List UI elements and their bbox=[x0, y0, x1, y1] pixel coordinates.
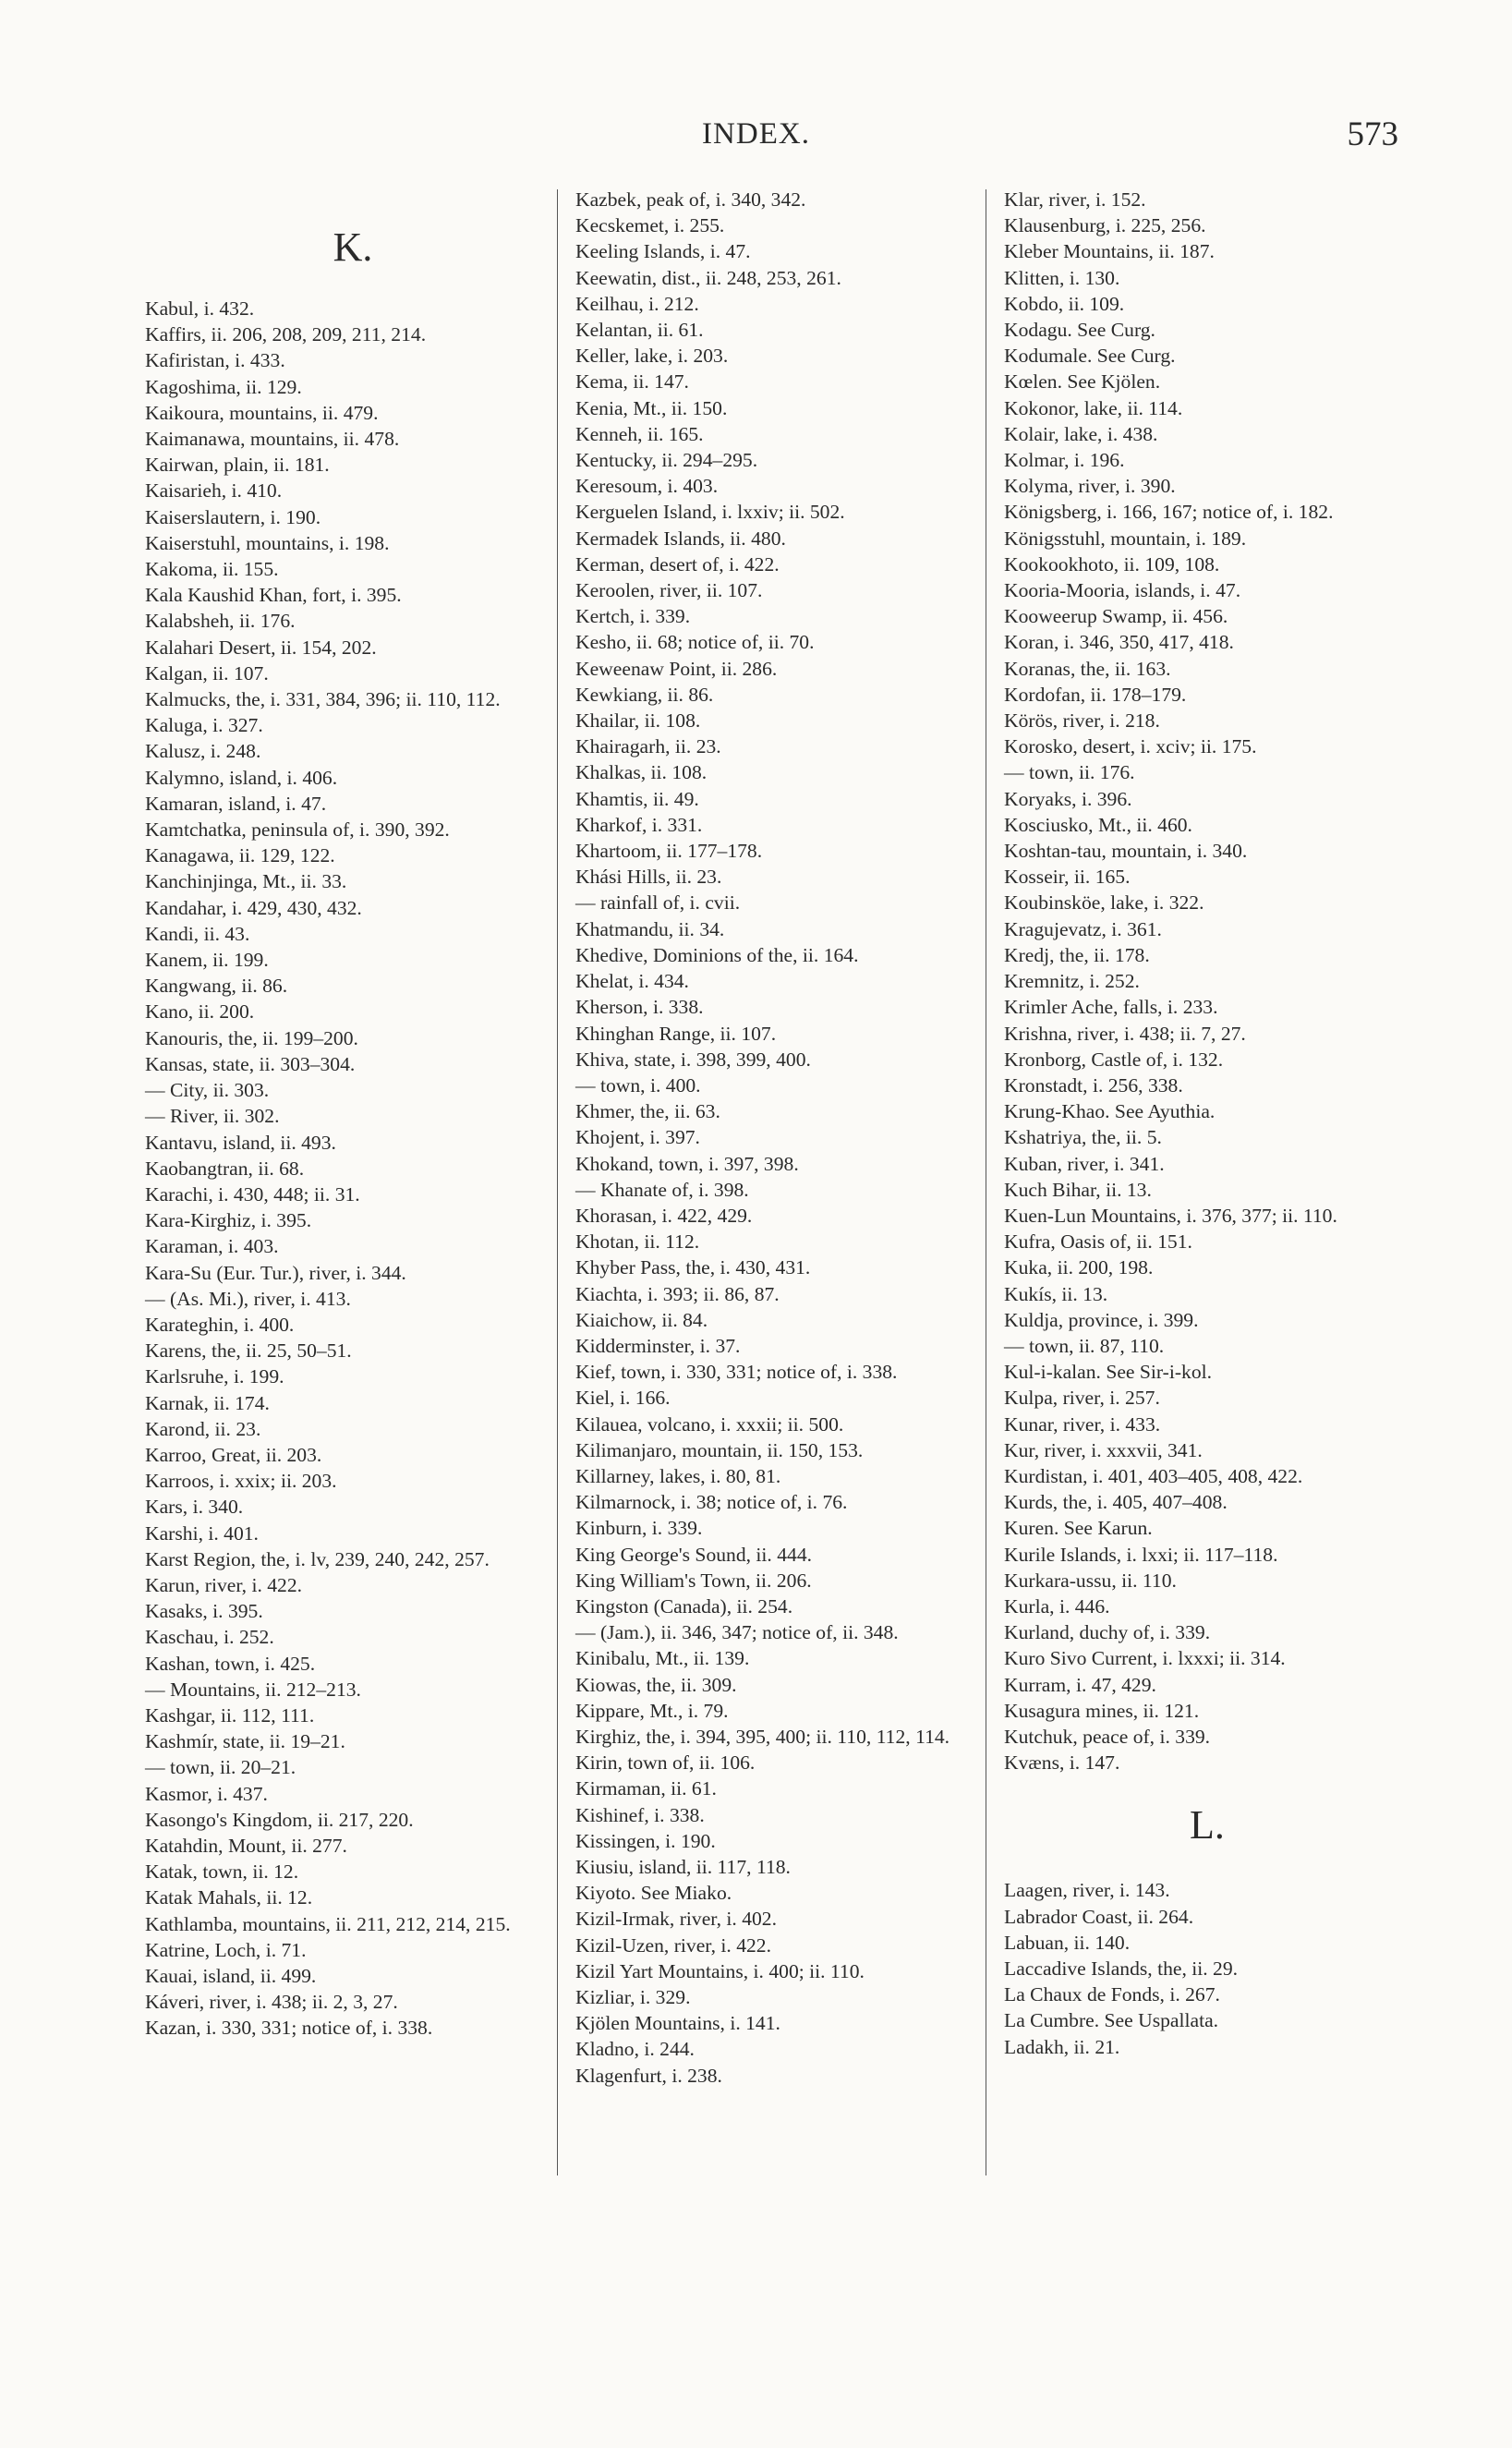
index-entry: Kookookhoto, ii. 109, 108. bbox=[1004, 552, 1220, 576]
index-entry: Kalusz, i. 248. bbox=[145, 740, 261, 763]
index-entry: Karlsruhe, i. 199. bbox=[145, 1365, 284, 1388]
index-entry: Kœlen. See Kjölen. bbox=[1004, 370, 1161, 394]
index-entry: Kremnitz, i. 252. bbox=[1004, 970, 1140, 993]
index-entry: Kul-i-kalan. See Sir-i-kol. bbox=[1004, 1361, 1213, 1384]
index-entry: Körös, river, i. 218. bbox=[1004, 709, 1160, 733]
index-entry: Kaiserstuhl, mountains, i. 198. bbox=[145, 531, 390, 554]
index-entry: Karond, ii. 23. bbox=[145, 1417, 261, 1440]
index-entry: Kief, town, i. 330, 331; notice of, i. 338. bbox=[575, 1361, 898, 1384]
index-entry: Kenia, Mt., ii. 150. bbox=[575, 396, 728, 419]
index-entry: Kobdo, ii. 109. bbox=[1004, 292, 1125, 315]
index-entry: Kafiristan, i. 433. bbox=[145, 349, 285, 372]
index-entry: Kingston (Canada), ii. 254. bbox=[575, 1594, 793, 1618]
index-entry: Khmer, the, ii. 63. bbox=[575, 1100, 720, 1123]
index-entry: Karshi, i. 401. bbox=[145, 1521, 259, 1545]
index-entry: Keweenaw Point, ii. 286. bbox=[575, 657, 778, 680]
index-entry: Kano, ii. 200. bbox=[145, 1000, 255, 1024]
index-entry: Kinibalu, Mt., ii. 139. bbox=[575, 1647, 750, 1670]
index-entry: Kenneh, ii. 165. bbox=[575, 422, 704, 445]
index-entry: Kulpa, river, i. 257. bbox=[1004, 1387, 1160, 1410]
index-entry: Kaikoura, mountains, ii. 479. bbox=[145, 401, 379, 424]
index-entry: Kiaichow, ii. 84. bbox=[575, 1308, 708, 1331]
index-entry: Kabul, i. 432. bbox=[145, 297, 255, 320]
index-entry: Khorasan, i. 422, 429. bbox=[575, 1204, 753, 1227]
index-entry: Kaschau, i. 252. bbox=[145, 1626, 274, 1649]
index-entry: Klagenfurt, i. 238. bbox=[575, 2064, 722, 2087]
index-entry: Kuen-Lun Mountains, i. 376, 377; ii. 110. bbox=[1004, 1204, 1337, 1227]
index-entry: Kokonor, lake, ii. 114. bbox=[1004, 396, 1183, 419]
index-entry: Khailar, ii. 108. bbox=[575, 709, 701, 733]
index-entry: Krimler Ache, falls, i. 233. bbox=[1004, 996, 1218, 1019]
index-entry: Kaimanawa, mountains, ii. 478. bbox=[145, 428, 400, 451]
index-entry: Katak, town, ii. 12. bbox=[145, 1860, 299, 1884]
index-entry: Kalmucks, the, i. 331, 384, 396; ii. 110, 112. bbox=[145, 688, 501, 711]
index-entry: Kertch, i. 339. bbox=[575, 605, 691, 628]
index-entry: Kizil Yart Mountains, i. 400; ii. 110. bbox=[575, 1959, 865, 1982]
index-entry: Kaffirs, ii. 206, 208, 209, 211, 214. bbox=[145, 323, 427, 346]
index-entry: Kosciusko, Mt., ii. 460. bbox=[1004, 813, 1192, 836]
index-entry: Kizil-Uzen, river, i. 422. bbox=[575, 1933, 772, 1957]
index-entry: Kurram, i. 47, 429. bbox=[1004, 1673, 1156, 1696]
index-entry: Koranas, the, ii. 163. bbox=[1004, 657, 1171, 680]
index-entry: — River, ii. 302. bbox=[145, 1105, 280, 1128]
index-entry: — City, ii. 303. bbox=[145, 1079, 270, 1102]
index-entry: Khojent, i. 397. bbox=[575, 1126, 700, 1149]
index-entry: Kecskemet, i. 255. bbox=[575, 214, 725, 237]
index-entry: Kuren. See Karun. bbox=[1004, 1517, 1153, 1540]
index-entry: Kurile Islands, i. lxxi; ii. 117–118. bbox=[1004, 1543, 1278, 1566]
index-entry: Kasaks, i. 395. bbox=[145, 1600, 263, 1623]
index-entry: Keresoum, i. 403. bbox=[575, 475, 719, 498]
index-entry: Königsstuhl, mountain, i. 189. bbox=[1004, 527, 1247, 550]
index-entry: Kurland, duchy of, i. 339. bbox=[1004, 1621, 1211, 1644]
index-entry: Kleber Mountains, ii. 187. bbox=[1004, 240, 1215, 263]
index-entry: Kasmor, i. 437. bbox=[145, 1782, 268, 1805]
index-entry: Kiachta, i. 393; ii. 86, 87. bbox=[575, 1282, 780, 1305]
index-entry: Laagen, river, i. 143. bbox=[1004, 1879, 1170, 1902]
index-entry: Kamtchatka, peninsula of, i. 390, 392. bbox=[145, 818, 450, 842]
index-entry: Kooria-Mooria, islands, i. 47. bbox=[1004, 579, 1241, 602]
index-entry: Káveri, river, i. 438; ii. 2, 3, 27. bbox=[145, 1991, 398, 2014]
index-entry: Labrador Coast, ii. 264. bbox=[1004, 1905, 1194, 1928]
index-entry: Khokand, town, i. 397, 398. bbox=[575, 1152, 799, 1175]
index-entry: Kanchinjinga, Mt., ii. 33. bbox=[145, 870, 347, 893]
index-entry: — town, ii. 20–21. bbox=[145, 1756, 296, 1779]
index-entry: Khelat, i. 434. bbox=[575, 970, 689, 993]
index-entry: — (As. Mi.), river, i. 413. bbox=[145, 1287, 351, 1310]
index-entry: Karens, the, ii. 25, 50–51. bbox=[145, 1339, 352, 1363]
index-entry: Kelantan, ii. 61. bbox=[575, 319, 704, 342]
index-entry: Karun, river, i. 422. bbox=[145, 1573, 303, 1596]
index-entry: Koubinsköe, lake, i. 322. bbox=[1004, 891, 1204, 915]
index-entry: Kufra, Oasis of, ii. 151. bbox=[1004, 1230, 1192, 1254]
index-entry: Kara-Kirghiz, i. 395. bbox=[145, 1209, 312, 1232]
index-entry: Kilmarnock, i. 38; notice of, i. 76. bbox=[575, 1491, 848, 1514]
index-entry: Kippare, Mt., i. 79. bbox=[575, 1699, 729, 1722]
index-entry: Kidderminster, i. 37. bbox=[575, 1334, 741, 1357]
index-entry: Koshtan-tau, mountain, i. 340. bbox=[1004, 840, 1248, 863]
index-entry: — Mountains, ii. 212–213. bbox=[145, 1678, 361, 1701]
index-entry: Khalkas, ii. 108. bbox=[575, 761, 708, 784]
index-entry: Korosko, desert, i. xciv; ii. 175. bbox=[1004, 735, 1257, 758]
index-entry: Khartoom, ii. 177–178. bbox=[575, 840, 763, 863]
index-column-3 bbox=[1004, 187, 1410, 2060]
index-entry: Königsberg, i. 166, 167; notice of, i. 182. bbox=[1004, 501, 1334, 524]
index-column-1 bbox=[145, 296, 561, 2042]
index-entry: — Khanate of, i. 398. bbox=[575, 1178, 749, 1201]
index-entry: Kiel, i. 166. bbox=[575, 1387, 671, 1410]
index-entry: Kredj, the, ii. 178. bbox=[1004, 943, 1150, 966]
index-entry: Kerguelen Island, i. lxxiv; ii. 502. bbox=[575, 501, 845, 524]
index-entry: King George's Sound, ii. 444. bbox=[575, 1543, 813, 1566]
index-entry: Kosseir, ii. 165. bbox=[1004, 866, 1131, 889]
index-entry: Khiva, state, i. 398, 399, 400. bbox=[575, 1048, 811, 1071]
index-entry: Kazan, i. 330, 331; notice of, i. 338. bbox=[145, 2017, 433, 2040]
index-entry: Kaisarieh, i. 410. bbox=[145, 479, 283, 503]
index-entry: Kirghiz, the, i. 394, 395, 400; ii. 110, 112, 114. bbox=[575, 1725, 950, 1748]
index-entry: Katak Mahals, ii. 12. bbox=[145, 1886, 313, 1909]
index-entry: Kirmaman, ii. 61. bbox=[575, 1777, 717, 1800]
index-entry: King William's Town, ii. 206. bbox=[575, 1569, 812, 1592]
index-entry: Kharkof, i. 331. bbox=[575, 813, 703, 836]
index-entry: Kuka, ii. 200, 198. bbox=[1004, 1256, 1154, 1279]
index-entry: Labuan, ii. 140. bbox=[1004, 1931, 1131, 1954]
index-entry: Killarney, lakes, i. 80, 81. bbox=[575, 1464, 781, 1487]
index-entry: Khási Hills, ii. 23. bbox=[575, 866, 722, 889]
index-entry: Karroos, i. xxix; ii. 203. bbox=[145, 1470, 337, 1493]
index-entry: Karroo, Great, ii. 203. bbox=[145, 1443, 322, 1466]
index-entry: Kishinef, i. 338. bbox=[575, 1803, 705, 1826]
index-entry: Kurkara-ussu, ii. 110. bbox=[1004, 1569, 1177, 1592]
index-entry: Kamaran, island, i. 47. bbox=[145, 792, 327, 815]
index-entry: Kolair, lake, i. 438. bbox=[1004, 422, 1158, 445]
index-entry: Kashmír, state, ii. 19–21. bbox=[145, 1730, 345, 1753]
index-entry: Kema, ii. 147. bbox=[575, 370, 689, 394]
index-entry: Kilauea, volcano, i. xxxii; ii. 500. bbox=[575, 1412, 844, 1436]
index-entry: Klitten, i. 130. bbox=[1004, 266, 1120, 289]
index-entry: Klausenburg, i. 225, 256. bbox=[1004, 214, 1206, 237]
index-entry: Karaman, i. 403. bbox=[145, 1235, 279, 1258]
index-entry: Kara-Su (Eur. Tur.), river, i. 344. bbox=[145, 1261, 406, 1284]
index-entry: Kaluga, i. 327. bbox=[145, 714, 263, 737]
index-entry: Khyber Pass, the, i. 430, 431. bbox=[575, 1256, 811, 1279]
index-entry: Kala Kaushid Khan, fort, i. 395. bbox=[145, 584, 402, 607]
index-entry: Kizil-Irmak, river, i. 402. bbox=[575, 1908, 778, 1931]
index-entry: Kurla, i. 446. bbox=[1004, 1594, 1110, 1618]
index-entry: Kalymno, island, i. 406. bbox=[145, 766, 338, 789]
index-entry: Kunar, river, i. 433. bbox=[1004, 1412, 1161, 1436]
index-entry: Krishna, river, i. 438; ii. 7, 27. bbox=[1004, 1022, 1246, 1045]
index-entry: Kakoma, ii. 155. bbox=[145, 558, 279, 581]
index-entry: Kandi, ii. 43. bbox=[145, 922, 250, 945]
index-entry: Katrine, Loch, i. 71. bbox=[145, 1938, 307, 1961]
index-entry: Kasongo's Kingdom, ii. 217, 220. bbox=[145, 1808, 414, 1831]
index-entry: Kars, i. 340. bbox=[145, 1496, 244, 1519]
index-entry: Kantavu, island, ii. 493. bbox=[145, 1131, 336, 1154]
index-entry: Kairwan, plain, ii. 181. bbox=[145, 454, 330, 477]
index-entry: Kanem, ii. 199. bbox=[145, 949, 269, 972]
index-entry: Kiowas, the, ii. 309. bbox=[575, 1673, 737, 1696]
index-entry: Karateghin, i. 400. bbox=[145, 1313, 295, 1336]
index-entry: Khotan, ii. 112. bbox=[575, 1230, 700, 1254]
index-entry: — town, ii. 87, 110. bbox=[1004, 1334, 1165, 1357]
index-entry: Kaiserslautern, i. 190. bbox=[145, 505, 321, 528]
index-entry: Kagoshima, ii. 129. bbox=[145, 375, 302, 398]
index-entry: Kodagu. See Curg. bbox=[1004, 319, 1155, 342]
index-entry: — rainfall of, i. cvii. bbox=[575, 891, 741, 915]
index-entry: Karachi, i. 430, 448; ii. 31. bbox=[145, 1182, 360, 1206]
index-entry: Kherson, i. 338. bbox=[575, 996, 704, 1019]
index-entry: Kirin, town of, ii. 106. bbox=[575, 1751, 756, 1775]
index-entry: Kiyoto. See Miako. bbox=[575, 1882, 732, 1905]
index-entry: Laccadive Islands, the, ii. 29. bbox=[1004, 1957, 1239, 1980]
index-entry: Khedive, Dominions of the, ii. 164. bbox=[575, 943, 859, 966]
index-entry: Kandahar, i. 429, 430, 432. bbox=[145, 896, 362, 919]
index-entry: Karst Region, the, i. lv, 239, 240, 242, 257. bbox=[145, 1547, 490, 1570]
index-entry: Kinburn, i. 339. bbox=[575, 1517, 703, 1540]
index-entry: Khamtis, ii. 49. bbox=[575, 787, 699, 810]
index-entry: Kizliar, i. 329. bbox=[575, 1986, 691, 2009]
index-entry: Kjölen Mountains, i. 141. bbox=[575, 2012, 780, 2035]
index-entry: Khatmandu, ii. 34. bbox=[575, 917, 725, 940]
index-entry: Kalgan, ii. 107. bbox=[145, 661, 269, 685]
index-entry: Kazbek, peak of, i. 340, 342. bbox=[575, 188, 806, 211]
index-entry: Katahdin, Mount, ii. 277. bbox=[145, 1834, 347, 1857]
index-entry: Kladno, i. 244. bbox=[575, 2038, 695, 2061]
index-entry: Kusagura mines, ii. 121. bbox=[1004, 1699, 1200, 1722]
index-entry: Kangwang, ii. 86. bbox=[145, 975, 288, 998]
index-entry: Kilimanjaro, mountain, ii. 150, 153. bbox=[575, 1438, 864, 1461]
index-entry: Kurds, the, i. 405, 407–408. bbox=[1004, 1491, 1228, 1514]
index-entry: Keewatin, dist., ii. 248, 253, 261. bbox=[575, 266, 841, 289]
index-entry: Karnak, ii. 174. bbox=[145, 1391, 270, 1414]
index-entry: Khairagarh, ii. 23. bbox=[575, 735, 721, 758]
index-entry: Kutchuk, peace of, i. 339. bbox=[1004, 1725, 1211, 1748]
index-entry: Kodumale. See Curg. bbox=[1004, 345, 1176, 368]
section-letter-l: L. bbox=[1190, 1802, 1225, 1848]
index-entry: La Chaux de Fonds, i. 267. bbox=[1004, 1983, 1220, 2006]
index-entry: Kauai, island, ii. 499. bbox=[145, 1965, 317, 1987]
index-entry: Kewkiang, ii. 86. bbox=[575, 683, 714, 706]
index-entry: — town, i. 400. bbox=[575, 1073, 701, 1097]
index-entry: Kiusiu, island, ii. 117, 118. bbox=[575, 1856, 791, 1878]
index-entry: Kanouris, the, ii. 199–200. bbox=[145, 1026, 358, 1049]
running-head: INDEX. bbox=[702, 117, 810, 151]
index-entry: Kolmar, i. 196. bbox=[1004, 449, 1125, 472]
index-entry: Koryaks, i. 396. bbox=[1004, 787, 1132, 810]
index-entry: Klar, river, i. 152. bbox=[1004, 188, 1146, 211]
index-entry: — (Jam.), ii. 346, 347; notice of, ii. 348. bbox=[575, 1621, 899, 1644]
index-entry: Kerman, desert of, i. 422. bbox=[575, 552, 780, 576]
index-entry: Krung-Khao. See Ayuthia. bbox=[1004, 1100, 1216, 1123]
index-entry: Keller, lake, i. 203. bbox=[575, 345, 729, 368]
index-entry: Kaobangtran, ii. 68. bbox=[145, 1157, 305, 1180]
index-entry: Ladakh, ii. 21. bbox=[1004, 2035, 1120, 2058]
index-entry: Koran, i. 346, 350, 417, 418. bbox=[1004, 631, 1234, 654]
index-column-2 bbox=[575, 187, 991, 2089]
index-entry: Kalahari Desert, ii. 154, 202. bbox=[145, 636, 377, 659]
index-entry: Kashan, town, i. 425. bbox=[145, 1652, 316, 1675]
index-entry: Kalabsheh, ii. 176. bbox=[145, 610, 296, 633]
index-entry: Keroolen, river, ii. 107. bbox=[575, 579, 763, 602]
index-entry: Kashgar, ii. 112, 111. bbox=[145, 1703, 315, 1727]
index-entry: Kesho, ii. 68; notice of, ii. 70. bbox=[575, 631, 815, 654]
index-entry: Kansas, state, ii. 303–304. bbox=[145, 1052, 356, 1075]
section-letter-k: K. bbox=[333, 224, 373, 270]
index-entry: Kolyma, river, i. 390. bbox=[1004, 475, 1176, 498]
index-entry: Keeling Islands, i. 47. bbox=[575, 240, 751, 263]
index-entry: Khinghan Range, ii. 107. bbox=[575, 1022, 777, 1045]
index-entry: Kragujevatz, i. 361. bbox=[1004, 917, 1162, 940]
index-entry: Kuro Sivo Current, i. lxxxi; ii. 314. bbox=[1004, 1647, 1286, 1670]
index-entry: Kur, river, i. xxxvii, 341. bbox=[1004, 1438, 1203, 1461]
index-entry: — town, ii. 176. bbox=[1004, 761, 1135, 784]
index-entry: Kuban, river, i. 341. bbox=[1004, 1152, 1165, 1175]
index-entry: Keilhau, i. 212. bbox=[575, 292, 699, 315]
index-entry: Kanagawa, ii. 129, 122. bbox=[145, 844, 335, 867]
index-entry: Kronborg, Castle of, i. 132. bbox=[1004, 1048, 1224, 1071]
index-entry: Kronstadt, i. 256, 338. bbox=[1004, 1073, 1183, 1097]
index-entry: La Cumbre. See Uspallata. bbox=[1004, 2009, 1219, 2032]
index-entry: Kukís, ii. 13. bbox=[1004, 1282, 1108, 1305]
index-entry: Kuldja, province, i. 399. bbox=[1004, 1308, 1199, 1331]
index-entry: Kentucky, ii. 294–295. bbox=[575, 449, 758, 472]
index-entry: Kurdistan, i. 401, 403–405, 408, 422. bbox=[1004, 1464, 1303, 1487]
index-entry: Kshatriya, the, ii. 5. bbox=[1004, 1126, 1162, 1149]
index-entry: Kuch Bihar, ii. 13. bbox=[1004, 1178, 1152, 1201]
index-entry: Kissingen, i. 190. bbox=[575, 1829, 716, 1852]
page-number: 573 bbox=[1347, 115, 1398, 153]
index-entry: Kordofan, ii. 178–179. bbox=[1004, 683, 1187, 706]
index-entry: Kathlamba, mountains, ii. 211, 212, 214, 215. bbox=[145, 1912, 511, 1935]
index-entry: Kvæns, i. 147. bbox=[1004, 1751, 1120, 1775]
index-entry: Kooweerup Swamp, ii. 456. bbox=[1004, 605, 1228, 628]
index-entry: Kermadek Islands, ii. 480. bbox=[575, 527, 786, 550]
